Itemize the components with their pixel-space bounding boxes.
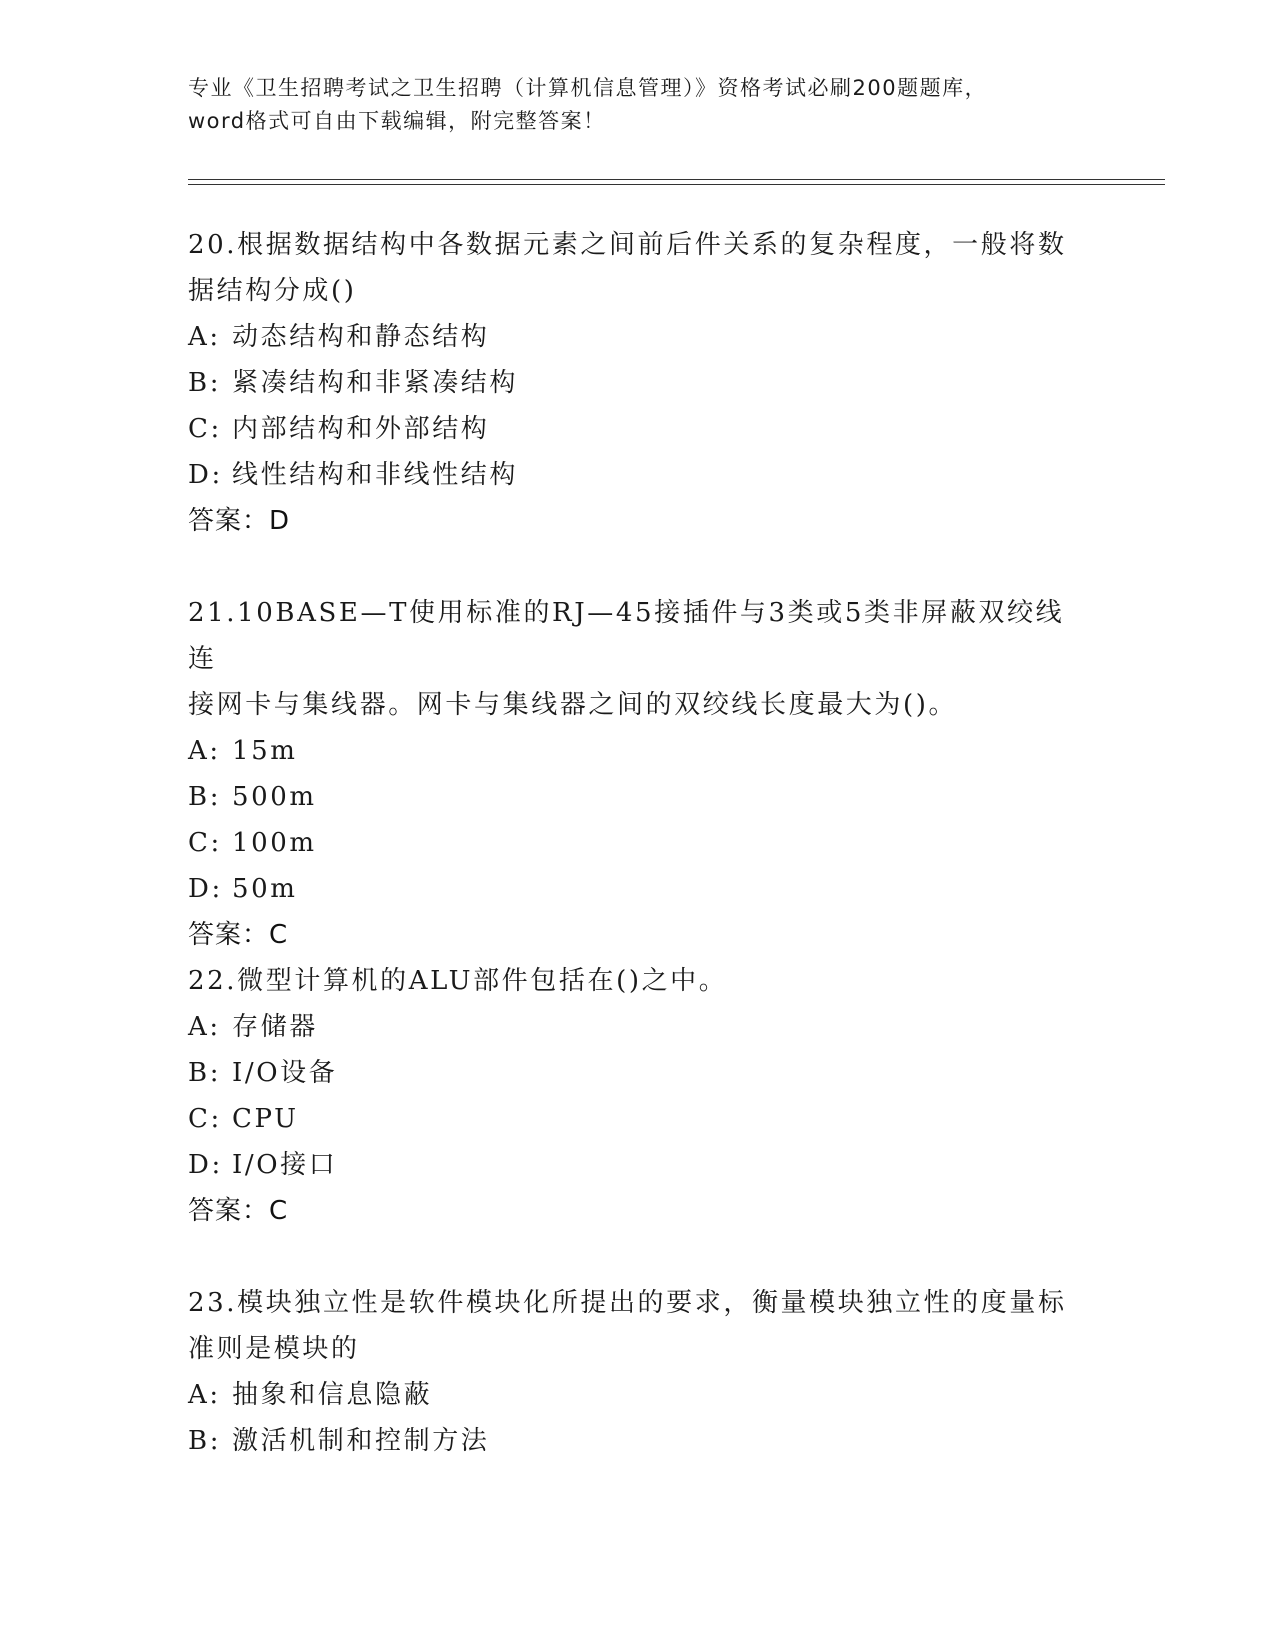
- option-letter: D:: [188, 874, 223, 904]
- option-c: [188, 820, 1088, 866]
- option-letter: B:: [188, 368, 222, 398]
- option-text: 内部结构和外部结构: [232, 414, 490, 444]
- option-text: 存储器: [232, 1012, 318, 1042]
- option-text: I/O接口: [232, 1150, 338, 1180]
- option-a: [188, 314, 1088, 360]
- question-23: [188, 1280, 1088, 1464]
- question-20: [188, 222, 1088, 544]
- option-b: [188, 774, 1088, 820]
- question-stem-line-2: 准则是模块的: [188, 1334, 360, 1364]
- option-text: 动态结构和静态结构: [232, 322, 490, 352]
- option-letter: C:: [188, 414, 222, 444]
- option-letter: A:: [188, 1012, 221, 1042]
- option-d: [188, 1142, 1088, 1188]
- option-text: CPU: [232, 1104, 299, 1134]
- option-text: 50m: [232, 874, 298, 904]
- option-letter: B:: [188, 1058, 222, 1088]
- option-letter: A:: [188, 1380, 221, 1410]
- option-c: [188, 1096, 1088, 1142]
- option-letter: C:: [188, 1104, 222, 1134]
- option-text: 抽象和信息隐蔽: [232, 1380, 433, 1410]
- answer-line: 答案：C: [188, 920, 289, 950]
- option-a: [188, 1372, 1088, 1418]
- header-line-1: 专业《卫生招聘考试之卫生招聘（计算机信息管理）》资格考试必刷200题题库，: [188, 76, 988, 100]
- question-21: [188, 590, 1088, 958]
- option-a: [188, 728, 1088, 774]
- question-stem-line-1: 22.微型计算机的ALU部件包括在()之中。: [188, 966, 728, 996]
- option-letter: A:: [188, 736, 221, 766]
- option-text: 100m: [232, 828, 317, 858]
- option-letter: A:: [188, 322, 221, 352]
- option-text: I/O设备: [232, 1058, 338, 1088]
- option-text: 线性结构和非线性结构: [232, 460, 519, 490]
- header-line-2: word格式可自由下载编辑，附完整答案！: [188, 109, 606, 133]
- option-letter: B:: [188, 782, 222, 812]
- option-b: [188, 1050, 1088, 1096]
- option-b: [188, 360, 1088, 406]
- question-stem-line-1: 23.模块独立性是软件模块化所提出的要求，衡量模块独立性的度量标: [188, 1288, 1067, 1318]
- header-divider-bottom: [188, 184, 1165, 185]
- option-text: 500m: [232, 782, 317, 812]
- option-a: [188, 1004, 1088, 1050]
- option-b: [188, 1418, 1088, 1464]
- question-stem-line-1: 21.10BASE—T使用标准的RJ—45接插件与3类或5类非屏蔽双绞线连: [188, 598, 1065, 674]
- question-stem-line-2: 据结构分成(): [188, 276, 357, 306]
- option-letter: D:: [188, 1150, 223, 1180]
- question-stem-line-1: 20.根据数据结构中各数据元素之间前后件关系的复杂程度，一般将数: [188, 230, 1067, 260]
- answer-line: 答案：D: [188, 506, 291, 536]
- option-d: [188, 866, 1088, 912]
- option-d: [188, 452, 1088, 498]
- document-header: [188, 72, 1088, 138]
- option-letter: D:: [188, 460, 223, 490]
- question-22: [188, 958, 1088, 1234]
- option-letter: C:: [188, 828, 222, 858]
- answer-line: 答案：C: [188, 1196, 289, 1226]
- question-stem-line-2: 接网卡与集线器。网卡与集线器之间的双绞线长度最大为()。: [188, 690, 958, 720]
- option-letter: B:: [188, 1426, 222, 1456]
- header-divider-top: [188, 179, 1165, 180]
- option-text: 15m: [232, 736, 298, 766]
- option-text: 紧凑结构和非紧凑结构: [232, 368, 519, 398]
- option-c: [188, 406, 1088, 452]
- option-text: 激活机制和控制方法: [232, 1426, 490, 1456]
